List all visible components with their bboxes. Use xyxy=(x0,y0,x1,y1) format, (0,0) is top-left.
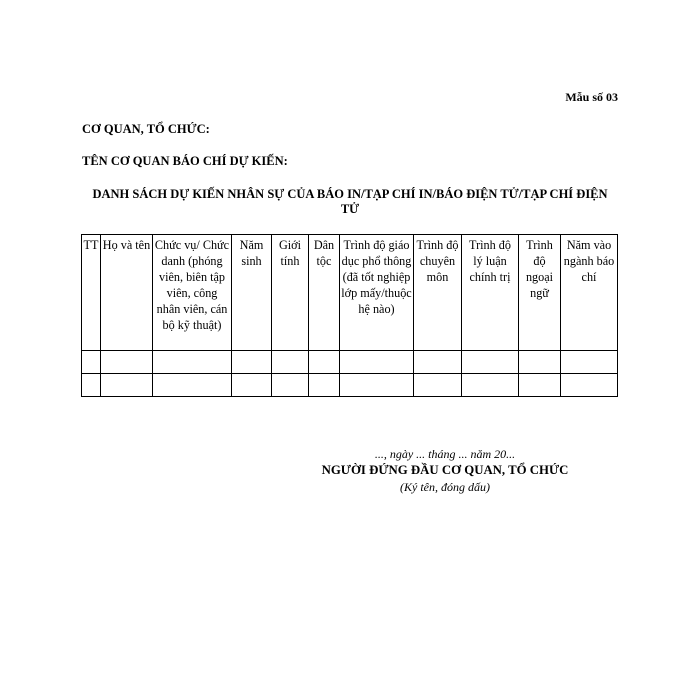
signature-block xyxy=(300,446,590,495)
table-header-row xyxy=(82,235,618,351)
header-general-education: Trình độ giáo dục phổ thông (đã tốt nghiệp lớp mấy/thuộc hệ nào) xyxy=(340,235,414,351)
table-cell xyxy=(414,351,462,374)
table-cell xyxy=(340,374,414,397)
table-cell xyxy=(340,351,414,374)
press-agency-label: TÊN CƠ QUAN BÁO CHÍ DỰ KIẾN: xyxy=(82,154,288,168)
header-ethnicity: Dân tộc xyxy=(309,235,340,351)
list-title: DANH SÁCH DỰ KIẾN NHÂN SỰ CỦA BÁO IN/TẠP CHÍ IN/BÁO ĐIỆN TỬ/TẠP CHÍ ĐIỆN TỬ xyxy=(92,187,608,216)
table-cell xyxy=(153,351,232,374)
header-birth-year: Năm sinh xyxy=(232,235,272,351)
personnel-table xyxy=(81,234,618,397)
table-cell xyxy=(101,374,153,397)
table-row xyxy=(82,351,618,374)
table-cell xyxy=(153,374,232,397)
table-cell xyxy=(462,351,519,374)
form-code: Mẫu số 03 xyxy=(565,90,618,104)
table-cell xyxy=(309,374,340,397)
table-cell xyxy=(414,374,462,397)
table-cell xyxy=(561,351,618,374)
table-cell xyxy=(561,374,618,397)
header-full-name: Họ và tên xyxy=(101,235,153,351)
table-cell xyxy=(232,374,272,397)
table-cell xyxy=(101,351,153,374)
table-cell xyxy=(462,374,519,397)
header-foreign-language: Trình độ ngoại ngữ xyxy=(519,235,561,351)
organization-label: CƠ QUAN, TỔ CHỨC: xyxy=(82,122,210,136)
table-cell xyxy=(272,351,309,374)
signature-note: (Ký tên, đóng dấu) xyxy=(400,480,490,494)
date-line: ..., ngày ... tháng ... năm 20... xyxy=(374,447,516,461)
signatory-title: NGƯỜI ĐỨNG ĐẦU CƠ QUAN, TỔ CHỨC xyxy=(321,463,569,477)
header-position: Chức vụ/ Chức danh (phóng viên, biên tập viên, công nhân viên, cán bộ kỹ thuật) xyxy=(153,235,232,351)
table-cell xyxy=(82,374,101,397)
table-cell xyxy=(309,351,340,374)
table-cell xyxy=(232,351,272,374)
header-tt: TT xyxy=(82,235,101,351)
header-gender: Giới tính xyxy=(272,235,309,351)
table-cell xyxy=(519,374,561,397)
table-cell xyxy=(272,374,309,397)
header-years-in-journalism: Năm vào ngành báo chí xyxy=(561,235,618,351)
header-political-theory: Trình độ lý luận chính trị xyxy=(462,235,519,351)
table-cell xyxy=(82,351,101,374)
header-professional-level: Trình độ chuyên môn xyxy=(414,235,462,351)
table-row xyxy=(82,374,618,397)
table-cell xyxy=(519,351,561,374)
